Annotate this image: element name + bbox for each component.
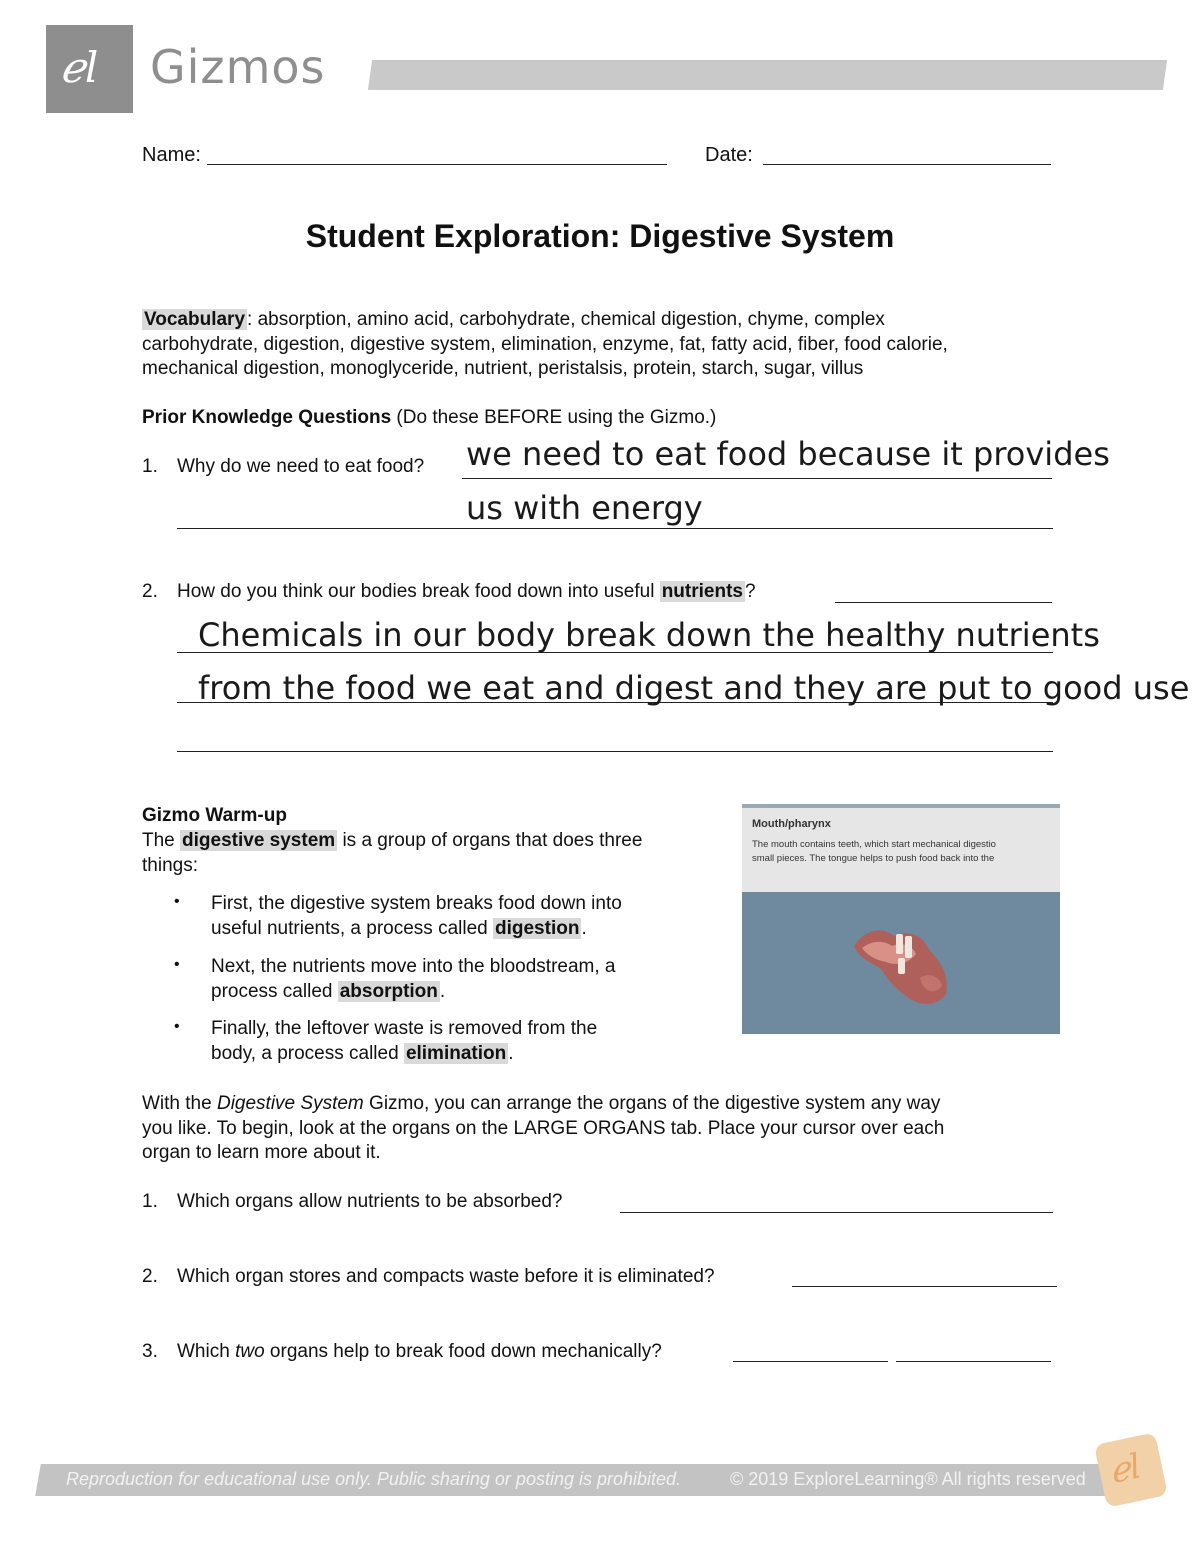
screenshot-text-line-1: The mouth contains teeth, which start mechanical digestio — [752, 839, 996, 850]
bullet-2-before: process called — [211, 981, 338, 1002]
bullet-item-3 — [211, 1016, 711, 1066]
vocabulary-line-1 — [142, 308, 1072, 333]
term-elimination: elimination — [405, 1043, 507, 1064]
screenshot-text-line-2: small pieces. The tongue helps to push food back into the — [752, 853, 995, 864]
q2-text-after: ? — [744, 581, 756, 602]
wq3-answer-line-2[interactable] — [896, 1361, 1051, 1362]
logo-mark: ℯl — [60, 43, 99, 92]
q2-answer-1: Chemicals in our body break down the healthy nutrients — [198, 616, 1100, 654]
vocabulary — [142, 308, 1072, 382]
intro-before: The — [142, 830, 181, 851]
wq3-number: 3. — [142, 1341, 158, 1362]
term-digestion: digestion — [495, 918, 580, 939]
instructions-line-1 — [142, 1092, 1072, 1117]
name-label: Name: — [142, 144, 201, 166]
warmup-intro — [142, 829, 722, 878]
bullet-2-end: . — [439, 981, 446, 1002]
q2-answer-2: from the food we eat and digest and they are put to good use — [198, 669, 1190, 707]
bullet-3-end: . — [508, 1043, 514, 1064]
name-field[interactable] — [207, 164, 667, 165]
wq2-answer-line[interactable] — [792, 1286, 1057, 1287]
wq1-text: Which organs allow nutrients to be absorbed? — [177, 1191, 563, 1212]
warmup-intro-line-1 — [142, 829, 722, 854]
wq3-answer-line-1[interactable] — [733, 1361, 888, 1362]
prior-knowledge-heading — [142, 406, 716, 431]
page-title: Student Exploration: Digestive System — [305, 218, 895, 254]
vocabulary-line-3: mechanical digestion, monoglyceride, nutrient, peristalsis, protein, starch, sugar, villus — [142, 358, 864, 379]
date-label: Date: — [705, 144, 753, 166]
para-before: With the — [142, 1093, 217, 1114]
instructions-line-3: organ to learn more about it. — [142, 1142, 381, 1163]
bullet-3-line-2 — [211, 1041, 711, 1066]
q1-answer-1: we need to eat food because it provides — [466, 435, 1110, 473]
wq3-italic: two — [235, 1341, 265, 1362]
footer-disclaimer: Reproduction for educational use only. Public sharing or posting is prohibited. — [66, 1469, 682, 1489]
bullet-item-1 — [211, 891, 711, 941]
gizmos-logo-box — [46, 25, 133, 113]
q2-text-before: How do you think our bodies break food down into useful — [177, 581, 660, 602]
warmup-heading: Gizmo Warm-up — [142, 805, 287, 826]
bullet-item-2 — [211, 954, 711, 1004]
bullet-1-end: . — [581, 918, 587, 939]
wq1-number: 1. — [142, 1191, 158, 1212]
intro-after: is a group of organs that does three — [337, 830, 643, 851]
para-after: Gizmo, you can arrange the organs of the digestive system any way — [363, 1093, 941, 1114]
prior-heading-bold: Prior Knowledge Questions — [142, 407, 392, 428]
q1-number: 1. — [142, 456, 158, 477]
footer-logo-mark: ℯl — [1105, 1446, 1145, 1492]
prior-note: (Do these BEFORE using the Gizmo.) — [391, 407, 717, 428]
wq3-after: organs help to break food down mechanically? — [264, 1341, 662, 1362]
q2-number: 2. — [142, 581, 158, 602]
screenshot-info-panel — [742, 804, 1060, 892]
header-bar — [368, 60, 1167, 90]
wq1-answer-line[interactable] — [620, 1212, 1053, 1213]
screenshot-heading: Mouth/pharynx — [752, 818, 831, 830]
q1-answer-line-2[interactable] — [177, 528, 1053, 529]
instructions-paragraph — [142, 1092, 1072, 1166]
date-field[interactable] — [763, 164, 1051, 165]
q2-answer-line-0[interactable] — [835, 602, 1052, 603]
bullet-3-line-1: Finally, the leftover waste is removed from the — [211, 1018, 598, 1039]
q1-answer-line-1[interactable] — [462, 478, 1052, 479]
wq3-before: Which — [177, 1341, 236, 1362]
bullet-1-line-2 — [211, 916, 711, 941]
bullet-dot: • — [174, 893, 180, 910]
q1-answer-2: us with energy — [466, 489, 703, 527]
term-digestive-system: digestive system — [182, 830, 336, 851]
bullet-dot: • — [174, 1018, 180, 1035]
brand-name: Gizmos — [150, 40, 326, 94]
footer-copyright: © 2019 ExploreLearning® All rights reserved — [730, 1469, 1086, 1489]
q2-term-nutrients: nutrients — [661, 581, 743, 602]
mouth-organ-illustration — [842, 914, 962, 1014]
bullet-1-line-1: First, the digestive system breaks food down into — [211, 893, 622, 914]
q1-text: Why do we need to eat food? — [177, 456, 425, 477]
bullet-2-line-1: Next, the nutrients move into the bloodstream, a — [211, 956, 616, 977]
gizmo-screenshot — [742, 804, 1060, 1034]
q2-text — [177, 581, 756, 603]
bullet-dot: • — [174, 956, 180, 973]
wq2-text: Which organ stores and compacts waste before it is eliminated? — [177, 1266, 715, 1287]
screenshot-text — [752, 838, 1060, 866]
vocabulary-text-1: : absorption, amino acid, carbohydrate, chemical digestion, chyme, complex — [247, 309, 885, 330]
term-absorption: absorption — [339, 981, 438, 1002]
explorelearning-logo — [1094, 1432, 1168, 1507]
bullet-2-line-2 — [211, 979, 711, 1004]
q2-answer-line-3[interactable] — [177, 751, 1053, 752]
bullet-1-before: useful nutrients, a process called — [211, 918, 493, 939]
instructions-line-2: you like. To begin, look at the organs on the LARGE ORGANS tab. Place your cursor over each — [142, 1117, 945, 1139]
bullet-3-before: body, a process called — [211, 1043, 404, 1064]
wq2-number: 2. — [142, 1266, 158, 1287]
vocabulary-line-2: carbohydrate, digestion, digestive system, elimination, enzyme, fat, fatty acid, fiber, food calorie, — [142, 333, 948, 355]
warmup-intro-line-2: things: — [142, 854, 198, 876]
vocabulary-label: Vocabulary — [144, 309, 246, 330]
para-italic: Digestive System — [216, 1093, 364, 1114]
wq3-text — [177, 1341, 662, 1363]
